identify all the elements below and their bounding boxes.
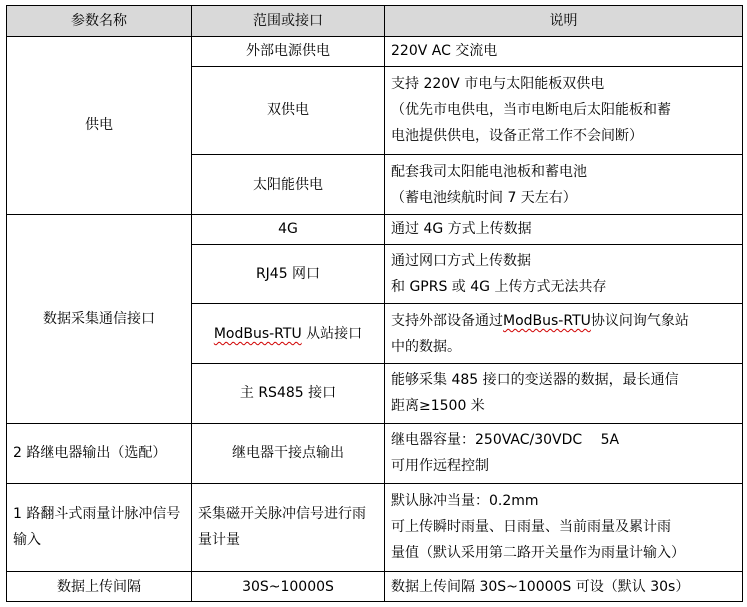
group-relay: 2 路继电器输出（选配） (7, 423, 192, 483)
desc-upload: 数据上传间隔 30S~10000S 可设（默认 30s） (385, 572, 743, 602)
range-upload: 30S~10000S (192, 572, 385, 602)
desc-rain: 默认脉冲当量：0.2mm 可上传瞬时雨量、日雨量、当前雨量及累计雨 量值（默认采用第二路开关量作为雨量计输入） (385, 483, 743, 572)
desc-rj45: 通过网口方式上传数据 和 GPRS 或 4G 上传方式无法共存 (385, 244, 743, 304)
modbus-term: ModBus-RTU (503, 312, 591, 329)
header-description: 说明 (385, 6, 743, 37)
desc-4g: 通过 4G 方式上传数据 (385, 214, 743, 244)
range-4g: 4G (192, 214, 385, 244)
range-rs485: 主 RS485 接口 (192, 364, 385, 424)
table-row (7, 214, 743, 244)
range-modbus: ModBus-RTU 从站接口 (192, 304, 385, 364)
desc-relay: 继电器容量：250VAC/30VDC 5A 可用作远程控制 (385, 423, 743, 483)
table-row (7, 36, 743, 66)
header-range: 范围或接口 (192, 6, 385, 37)
group-power: 供电 (7, 36, 192, 214)
range-solar-power: 太阳能供电 (192, 155, 385, 215)
modbus-term: ModBus-RTU (213, 325, 302, 342)
table-row (7, 483, 743, 572)
group-rain: 1 路翻斗式雨量计脉冲信号输入 (7, 483, 192, 572)
group-comm: 数据采集通信接口 (7, 214, 192, 423)
group-upload: 数据上传间隔 (7, 572, 192, 602)
range-relay: 继电器干接点输出 (192, 423, 385, 483)
desc-rs485: 能够采集 485 接口的变送器的数据，最长通信 距离≥1500 米 (385, 364, 743, 424)
range-rain: 采集磁开关脉冲信号进行雨量计量 (192, 483, 385, 572)
desc-external-power: 220V AC 交流电 (385, 36, 743, 66)
spec-table (6, 5, 743, 602)
range-dual-power: 双供电 (192, 66, 385, 155)
table-row (7, 572, 743, 602)
range-rj45: RJ45 网口 (192, 244, 385, 304)
table-row (7, 423, 743, 483)
desc-dual-power: 支持 220V 市电与太阳能板双供电 （优先市电供电，当市电断电后太阳能板和蓄 电池提供供电，设备正常工作不会间断） (385, 66, 743, 155)
desc-modbus: 支持外部设备通过ModBus-RTU协议问询气象站 中的数据。 (385, 304, 743, 364)
header-param-name: 参数名称 (7, 6, 192, 37)
desc-solar-power: 配套我司太阳能电池板和蓄电池 （蓄电池续航时间 7 天左右） (385, 155, 743, 215)
range-external-power: 外部电源供电 (192, 36, 385, 66)
header-row (7, 6, 743, 37)
